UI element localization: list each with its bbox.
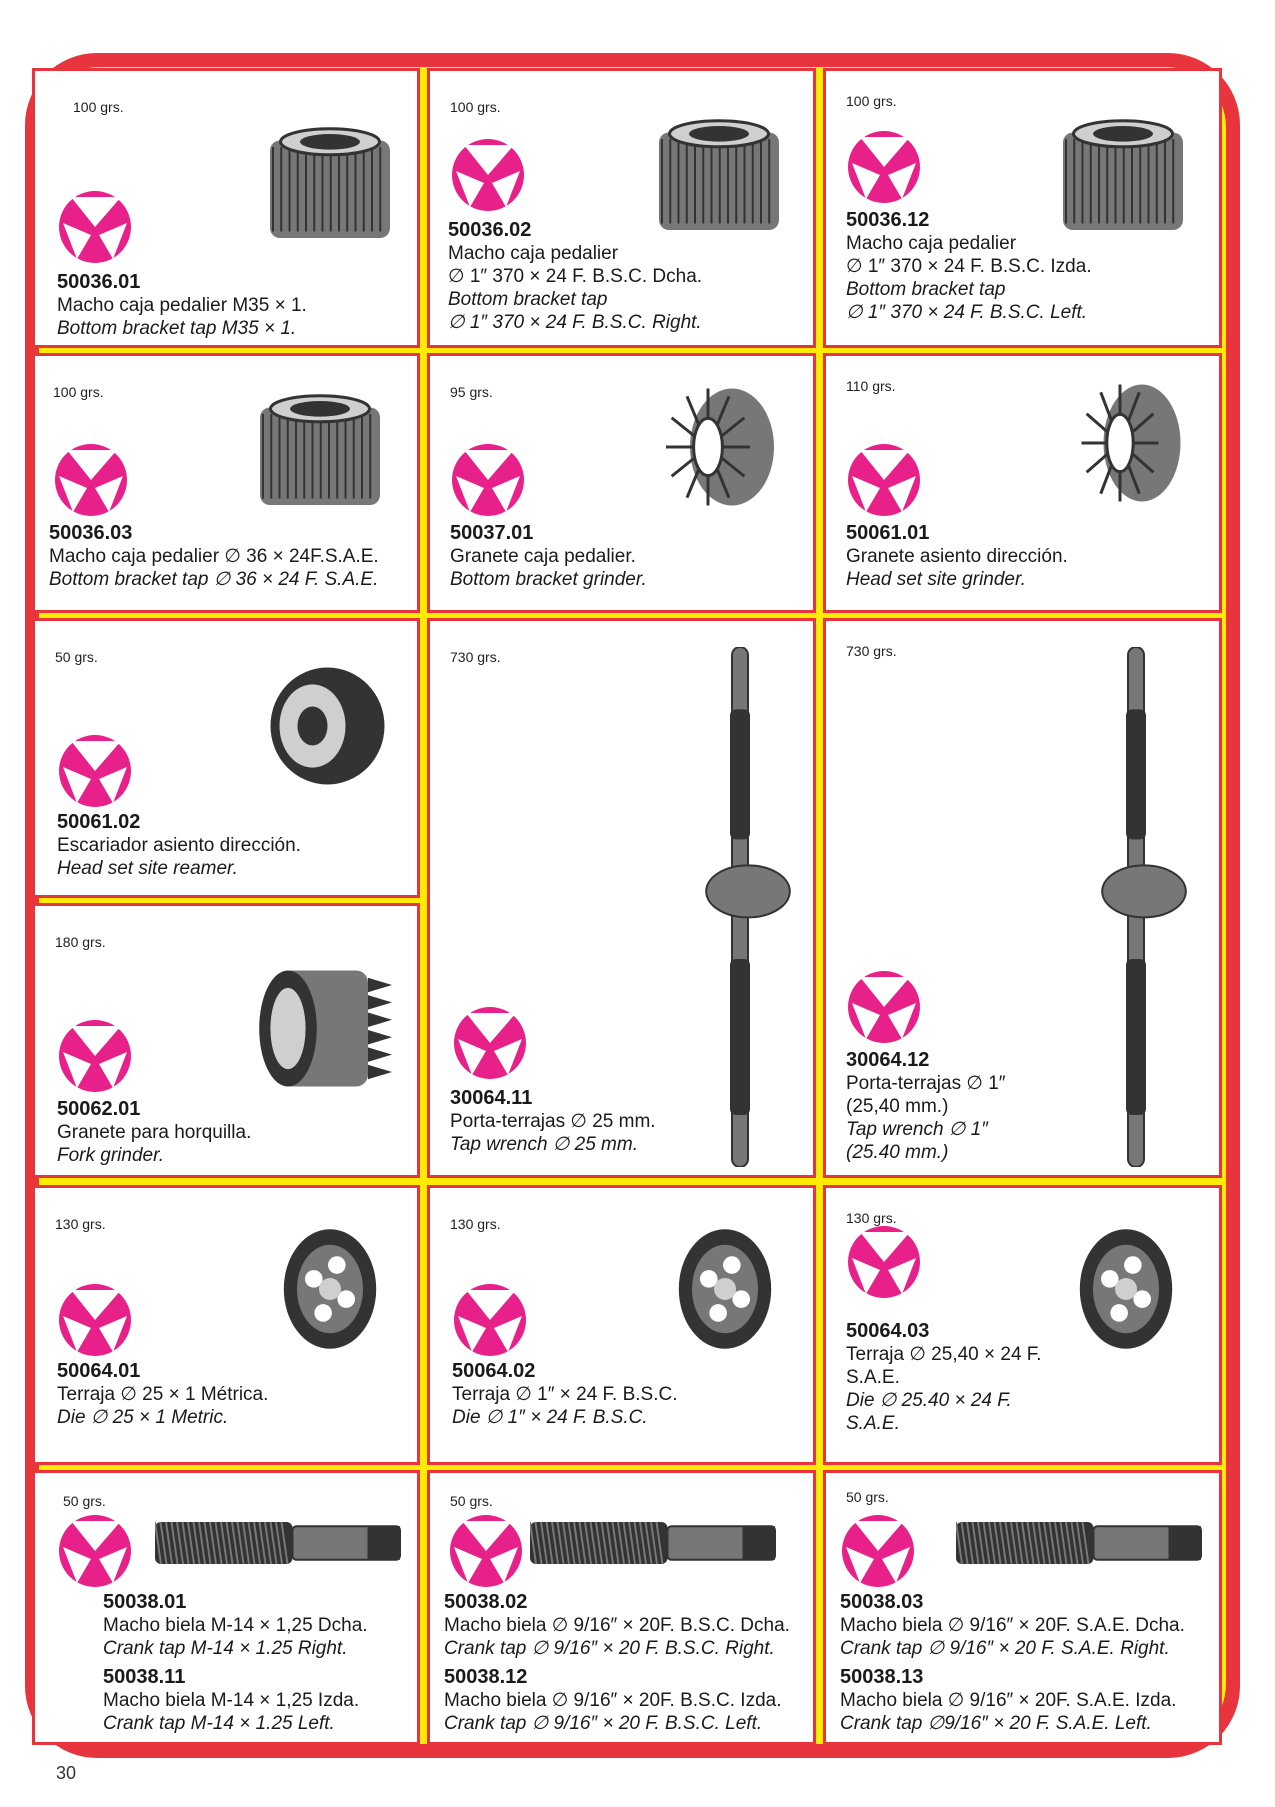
product-weight: 95 grs. — [450, 384, 493, 400]
product-card — [32, 68, 420, 348]
product-code: 50064.02 — [452, 1360, 536, 1382]
brand-logo-icon — [840, 1513, 916, 1589]
product-desc-es: Granete caja pedalier. — [450, 546, 636, 567]
product-text — [846, 1049, 1006, 1164]
crank-tap-image — [530, 1513, 780, 1578]
brand-logo-icon — [452, 1282, 528, 1358]
product-desc-es: Macho biela M-14 × 1,25 Izda. — [103, 1690, 360, 1711]
product-card — [823, 353, 1222, 613]
product-desc-en: Die ∅ 25.40 × 24 F. — [846, 1390, 1012, 1411]
brand-logo-icon — [448, 1513, 524, 1589]
grinder-image — [660, 382, 780, 517]
product-card — [427, 68, 816, 348]
product-desc-en: ∅ 1″ 370 × 24 F. B.S.C. Left. — [846, 302, 1088, 323]
brand-logo-icon — [452, 1005, 528, 1081]
product-code: 50037.01 — [450, 522, 534, 544]
product-code: 50038.01 — [103, 1591, 187, 1613]
product-desc-es: Macho biela M-14 × 1,25 Dcha. — [103, 1615, 368, 1636]
product-desc-en: Head set site reamer. — [57, 858, 238, 879]
product-desc-es: S.A.E. — [846, 1367, 900, 1388]
product-card — [427, 1185, 816, 1465]
brand-logo-icon — [450, 442, 526, 518]
product-code: 50062.01 — [57, 1098, 141, 1120]
product-weight: 100 grs. — [53, 384, 104, 400]
product-desc-es: Macho caja pedalier ∅ 36 × 24F.S.A.E. — [49, 546, 379, 567]
product-desc-en: Bottom bracket grinder. — [450, 569, 647, 590]
product-desc-en: Crank tap M-14 × 1.25 Right. — [103, 1638, 348, 1659]
product-desc-en: S.A.E. — [846, 1413, 900, 1434]
product-desc-en: Crank tap ∅9/16″ × 20 F. S.A.E. Left. — [840, 1713, 1152, 1734]
product-desc-es: Granete asiento dirección. — [846, 546, 1068, 567]
product-desc-es: Porta-terrajas ∅ 1″ — [846, 1073, 1006, 1094]
fork-grinder-image — [240, 956, 400, 1106]
product-desc-es: Macho caja pedalier — [448, 243, 619, 264]
product-desc-es: Macho biela ∅ 9/16″ × 20F. S.A.E. Izda. — [840, 1690, 1177, 1711]
product-code: 50038.12 — [444, 1666, 528, 1688]
product-code: 50036.03 — [49, 522, 133, 544]
product-code: 50038.11 — [103, 1666, 186, 1688]
product-text — [450, 522, 647, 591]
grinder-image — [1076, 378, 1186, 513]
product-weight: 50 grs. — [450, 1493, 493, 1509]
product-desc-en: Bottom bracket tap — [846, 279, 1006, 300]
product-desc-es: ∅ 1″ 370 × 24 F. B.S.C. Izda. — [846, 256, 1092, 277]
tap-wrench-image — [685, 647, 795, 1172]
product-card — [32, 1470, 420, 1745]
brand-logo-icon — [846, 442, 922, 518]
product-desc-es: Porta-terrajas ∅ 25 mm. — [450, 1111, 656, 1132]
product-code: 50038.03 — [840, 1591, 924, 1613]
product-weight: 110 grs. — [846, 378, 896, 394]
product-desc-es: Escariador asiento dirección. — [57, 835, 301, 856]
product-desc-es: (25,40 mm.) — [846, 1096, 949, 1117]
product-code: 50061.02 — [57, 811, 141, 833]
brand-logo-icon — [846, 969, 922, 1045]
product-weight: 130 grs. — [450, 1216, 501, 1232]
product-desc-en: Bottom bracket tap M35 × 1. — [57, 318, 297, 339]
product-card — [427, 353, 816, 613]
product-desc-en: Fork grinder. — [57, 1145, 164, 1166]
product-weight: 100 grs. — [450, 99, 501, 115]
product-desc-en: Die ∅ 25 × 1 Metric. — [57, 1407, 229, 1428]
product-desc-es: Macho biela ∅ 9/16″ × 20F. B.S.C. Dcha. — [444, 1615, 790, 1636]
crank-tap-image — [155, 1513, 405, 1578]
product-code: 50038.02 — [444, 1591, 528, 1613]
product-code: 50036.12 — [846, 209, 930, 231]
product-text — [846, 1320, 1042, 1435]
product-text — [57, 811, 301, 880]
product-desc-en: Crank tap ∅ 9/16″ × 20 F. B.S.C. Left. — [444, 1713, 763, 1734]
product-weight: 130 grs. — [55, 1216, 106, 1232]
product-code: 50038.13 — [840, 1666, 924, 1688]
bottom-bracket-tap-image — [245, 388, 395, 523]
product-desc-en: Tap wrench ∅ 25 mm. — [450, 1134, 638, 1155]
product-code: 50036.01 — [57, 271, 141, 293]
product-desc-es: Terraja ∅ 1″ × 24 F. B.S.C. — [452, 1384, 678, 1405]
product-code: 50064.01 — [57, 1360, 141, 1382]
product-desc-es: ∅ 1″ 370 × 24 F. B.S.C. Dcha. — [448, 266, 703, 287]
product-weight: 100 grs. — [846, 93, 897, 109]
product-desc-es: Macho caja pedalier — [846, 233, 1017, 254]
die-image — [1071, 1224, 1181, 1359]
product-desc-en: Tap wrench ∅ 1″ — [846, 1119, 988, 1140]
product-desc-en: Bottom bracket tap ∅ 36 × 24 F. S.A.E. — [49, 569, 379, 590]
product-text — [452, 1360, 678, 1429]
product-weight: 130 grs. — [846, 1210, 897, 1226]
product-text — [846, 209, 1092, 324]
crank-tap-image — [956, 1513, 1206, 1578]
page-number: 30 — [56, 1763, 77, 1783]
brand-logo-icon — [846, 129, 922, 205]
product-weight: 50 grs. — [55, 649, 98, 665]
product-card — [823, 68, 1222, 348]
product-desc-es: Macho biela ∅ 9/16″ × 20F. S.A.E. Dcha. — [840, 1615, 1185, 1636]
product-code: 30064.11 — [450, 1087, 533, 1109]
product-weight: 50 grs. — [846, 1489, 889, 1505]
product-text — [840, 1591, 1185, 1735]
product-card — [32, 353, 420, 613]
product-code: 50036.02 — [448, 219, 532, 241]
product-weight: 730 grs. — [846, 643, 897, 659]
product-desc-en: Crank tap ∅ 9/16″ × 20 F. B.S.C. Right. — [444, 1638, 775, 1659]
product-code: 50061.01 — [846, 522, 930, 544]
product-desc-en: Head set site grinder. — [846, 569, 1026, 590]
brand-logo-icon — [846, 1224, 922, 1300]
product-card — [32, 903, 420, 1178]
brand-logo-icon — [57, 1282, 133, 1358]
product-weight: 50 grs. — [63, 1493, 106, 1509]
product-text — [57, 1098, 251, 1167]
product-desc-es: Macho biela ∅ 9/16″ × 20F. B.S.C. Izda. — [444, 1690, 782, 1711]
tap-wrench-image — [1081, 647, 1191, 1172]
product-card — [823, 618, 1222, 1178]
product-text — [448, 219, 702, 334]
product-desc-es: Terraja ∅ 25,40 × 24 F. — [846, 1344, 1042, 1365]
product-card — [427, 1470, 816, 1745]
product-desc-en: Bottom bracket tap — [448, 289, 608, 310]
product-card — [823, 1185, 1222, 1465]
product-code: 50064.03 — [846, 1320, 930, 1342]
product-desc-es: Granete para horquilla. — [57, 1122, 252, 1143]
product-desc-es: Macho caja pedalier M35 × 1. — [57, 295, 307, 316]
die-image — [670, 1224, 780, 1359]
product-desc-es: Terraja ∅ 25 × 1 Métrica. — [57, 1384, 269, 1405]
product-desc-en: ∅ 1″ 370 × 24 F. B.S.C. Right. — [448, 312, 702, 333]
product-card — [32, 618, 420, 898]
product-text — [444, 1591, 790, 1735]
brand-logo-icon — [53, 442, 129, 518]
brand-logo-icon — [57, 1018, 133, 1094]
product-card — [823, 1470, 1222, 1745]
product-weight: 730 grs. — [450, 649, 501, 665]
product-desc-en: Crank tap M-14 × 1.25 Left. — [103, 1713, 335, 1734]
product-desc-en: (25.40 mm.) — [846, 1142, 949, 1163]
product-text — [49, 522, 379, 591]
product-weight: 100 grs. — [73, 99, 124, 115]
product-text — [103, 1591, 368, 1735]
brand-logo-icon — [57, 189, 133, 265]
product-card — [427, 618, 816, 1178]
die-image — [275, 1224, 385, 1359]
product-card — [32, 1185, 420, 1465]
reamer-image — [245, 661, 395, 796]
brand-logo-icon — [450, 137, 526, 213]
product-desc-en: Die ∅ 1″ × 24 F. B.S.C. — [452, 1407, 648, 1428]
brand-logo-icon — [57, 733, 133, 809]
brand-logo-icon — [57, 1513, 133, 1589]
product-text — [57, 1360, 268, 1429]
product-desc-en: Crank tap ∅ 9/16″ × 20 F. S.A.E. Right. — [840, 1638, 1170, 1659]
product-text — [450, 1087, 656, 1156]
product-weight: 180 grs. — [55, 934, 106, 950]
product-text — [57, 271, 307, 340]
product-text — [846, 522, 1068, 591]
bottom-bracket-tap-image — [255, 121, 405, 256]
product-code: 30064.12 — [846, 1049, 930, 1071]
